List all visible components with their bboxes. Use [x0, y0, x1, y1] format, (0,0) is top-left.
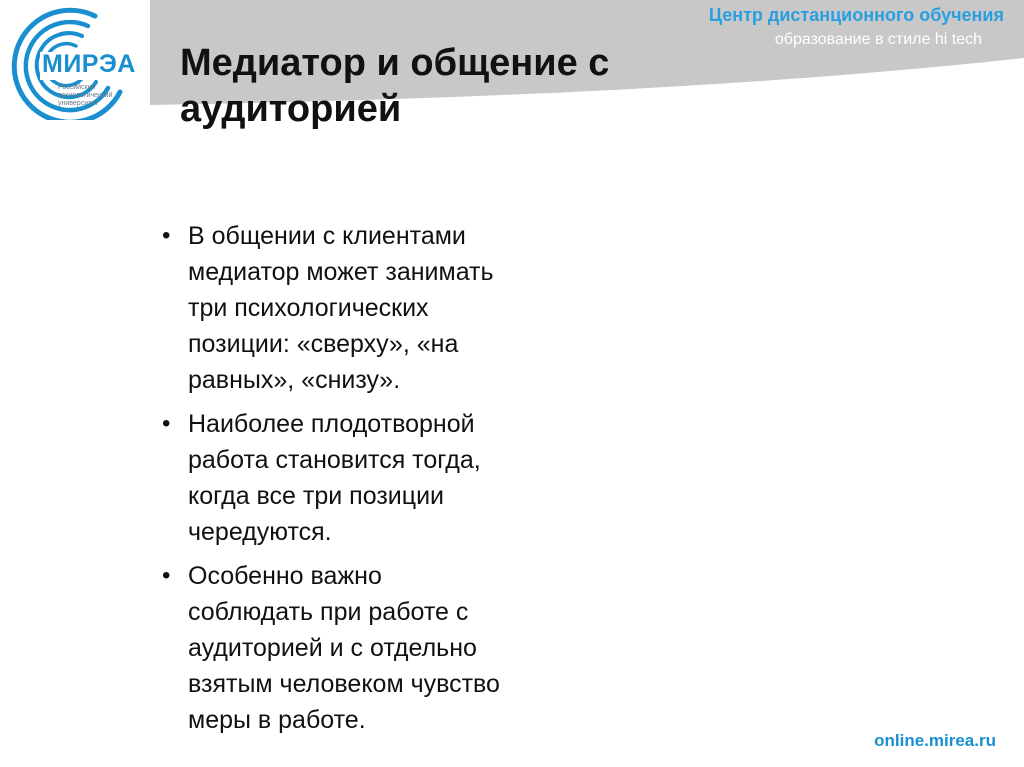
bullet-line: • Наиболее плодотворной — [188, 410, 475, 438]
bullet-line: равных», «снизу». — [188, 366, 401, 394]
logo-subtitle-line: университет — [58, 100, 99, 107]
brand-title: Центр дистанционного обучения — [708, 5, 1004, 25]
logo-subtitle — [58, 84, 112, 108]
logo-subtitle-line: технологический — [58, 92, 113, 99]
page-title-line: аудиторией — [180, 88, 402, 130]
bullet-line: соблюдать при работе с — [188, 598, 469, 626]
bullet-list — [160, 218, 620, 746]
bullet-item — [160, 406, 620, 550]
bullet-line: • В общении с клиентами — [188, 222, 466, 250]
bullet-line: аудиторией и с отдельно — [188, 634, 477, 662]
logo-subtitle-line: Российский — [58, 84, 96, 91]
bullet-line: когда все три позиции — [188, 482, 445, 510]
footer-url: online.mirea.ru — [874, 731, 996, 750]
bullet-line: позиции: «сверху», «на — [188, 330, 459, 358]
bullet-item — [160, 218, 620, 398]
bullet-line: взятым человеком чувство — [188, 670, 500, 698]
logo-name: МИРЭА — [42, 50, 136, 78]
bullet-line: • Особенно важно — [188, 562, 382, 590]
bullet-line: медиатор может занимать — [188, 258, 494, 286]
brand-tagline: образование в стиле hi tech — [774, 31, 982, 48]
mirea-logo — [0, 0, 140, 120]
bullet-line: три психологических — [188, 294, 429, 322]
bullet-item — [160, 558, 620, 738]
bullet-line: чередуются. — [188, 518, 332, 546]
bullet-line: меры в работе. — [188, 706, 366, 734]
page-title — [180, 40, 609, 132]
bullet-line: работа становится тогда, — [188, 446, 481, 474]
page-title-line: Медиатор и общение с — [180, 42, 610, 84]
